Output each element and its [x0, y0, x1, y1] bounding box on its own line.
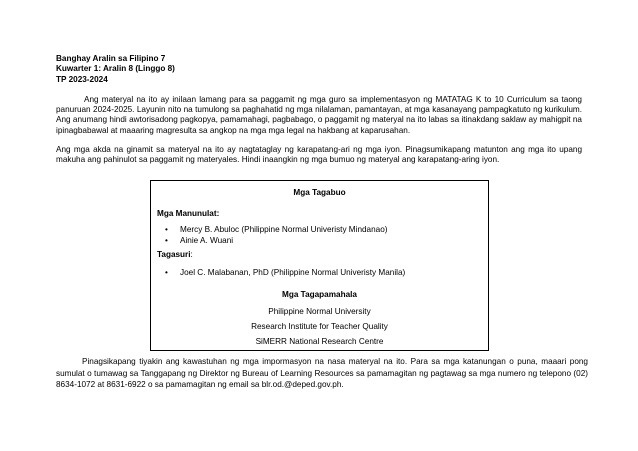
reviewer-label-row — [157, 250, 193, 259]
copyright-paragraph: Ang mga akda na ginamit sa materyal na ito ay nagtataglay ng karapatang-ari ng mga iyon. Pinagsumikapang matunton ang mga ito upang makuha ang pahinulot sa paggamit ng materyales. Hindi inaangkin ng mga bumuo ng materyal ang karapatang-aring iyon. — [56, 145, 582, 165]
header-quarter-lesson: Kuwarter 1: Aralin 8 (Linggo 8) — [56, 64, 175, 74]
writers-list — [165, 224, 388, 246]
list-item: • Mercy B. Abuloc (Philippine Normal Univeristy Mindanao) — [165, 224, 388, 235]
list-item: • Ainie A. Wuani — [165, 235, 388, 246]
reviewers-list — [165, 267, 405, 278]
credits-title: Mga Tagabuo — [293, 188, 346, 197]
usage-notice-paragraph: Ang materyal na ito ay inilaan lamang para sa paggamit ng mga guro sa implementasyon ng MATATAG K to 10 Curriculum sa taong panuruan 2024-2025. Layunin nito na tumulong sa paghahatid ng mga nilalaman, pamantayan, at mga kasanayang pampagkatuto ng kurikulum. Ang anumang hindi awtorisadong pagkopya, pamamahagi, pagbabago, o paggamit ng materyal na ito labas sa itinakdang saklaw ay mahigpit na ipinagbabawal at maaaring magresulta sa angkop na mga mga legal na hakbang at kaparusahan. — [56, 95, 582, 135]
list-item: • Joel C. Malabanan, PhD (Philippine Normal Univeristy Manila) — [165, 267, 405, 278]
reviewer-label: Tagasuri — [157, 250, 191, 259]
header-school-year: TP 2023-2024 — [56, 74, 108, 84]
reviewer-label-colon: : — [190, 250, 193, 259]
manager-line: Research Institute for Teacher Quality — [251, 322, 388, 331]
header-subject: Banghay Aralin sa Filipino 7 — [56, 54, 166, 63]
manager-line: Philippine Normal University — [268, 307, 371, 316]
credits-box — [150, 180, 489, 351]
manager-line: SiMERR National Research Centre — [255, 337, 384, 346]
document-header — [56, 54, 175, 85]
managers-title: Mga Tagapamahala — [282, 290, 357, 299]
contact-paragraph: Pinagsikapang tiyakin ang kawastuhan ng mga impormasyon na nasa materyal na ito. Para sa mga katanungan o puna, maaari pong sumulat o tumawag sa Tanggapang ng Direktor ng Bureau of Learning Resources sa pamamagitan ng pagtawag sa mga numero ng telepono (02) 8634-1072 at 8631-6922 o sa pamamagitan ng email sa blr.od.@deped.gov.ph. — [56, 357, 588, 390]
writers-label: Mga Manunulat: — [157, 209, 220, 218]
